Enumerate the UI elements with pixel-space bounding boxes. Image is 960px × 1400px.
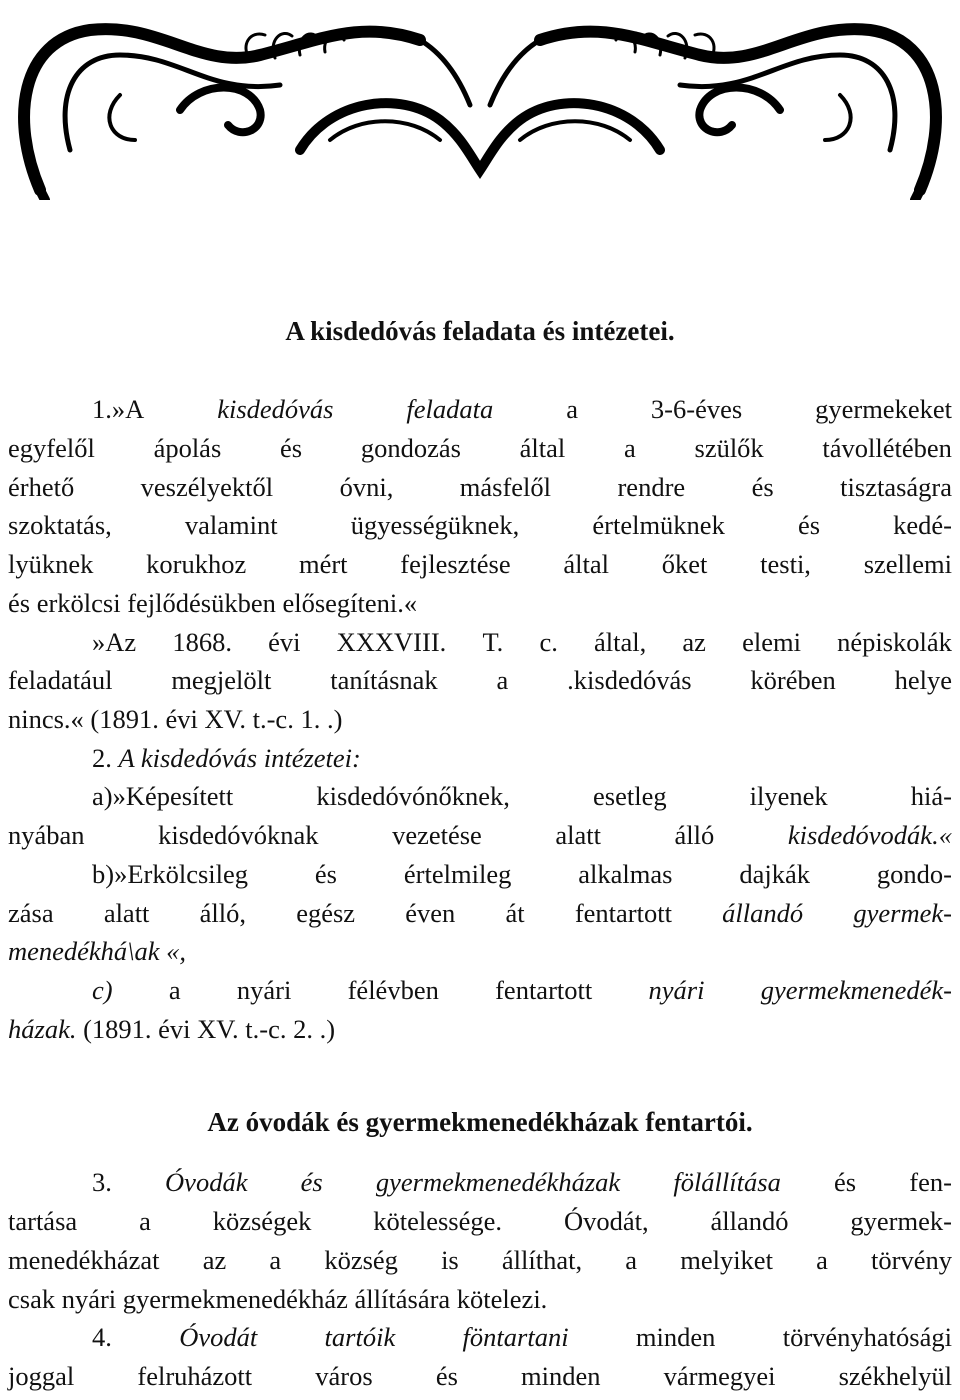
p1-word: ápolás <box>153 433 222 463</box>
p2-word: feladatául <box>8 665 113 695</box>
p1-word: szoktatás, <box>8 510 112 540</box>
ornament-header <box>0 0 960 200</box>
p1-word: érhető <box>8 472 75 502</box>
p3b-word: és <box>314 859 337 889</box>
p4-word: a <box>139 1206 151 1236</box>
p4-word: a <box>816 1245 828 1275</box>
p5-word: joggal <box>8 1361 75 1391</box>
p4-word: kötelessége. <box>373 1206 503 1236</box>
p1-line-4 <box>8 510 952 549</box>
p2-word: az <box>682 627 706 657</box>
p3a-word: esetleg <box>593 781 667 811</box>
p4-word: és <box>834 1167 857 1197</box>
p2-line-1 <box>92 627 952 666</box>
p2-line-3 <box>8 704 952 743</box>
p5-word: minden <box>635 1322 716 1352</box>
p2-word: nincs.« (1891. évi XV. t.-c. 1. .) <box>8 704 343 734</box>
p5-line-1 <box>92 1322 952 1361</box>
p1-word: feladata <box>406 394 494 424</box>
p1-word: szülők <box>694 433 764 463</box>
p5-word: minden <box>521 1361 601 1391</box>
p5-word: és <box>435 1361 458 1391</box>
p3a-word: hiá- <box>910 781 952 811</box>
p5-word: felruházott <box>137 1361 253 1391</box>
p1-word: gondozás <box>360 433 461 463</box>
p2-word: tanításnak <box>330 665 438 695</box>
p3a-word: ilyenek <box>749 781 828 811</box>
p3b-line-2 <box>8 898 952 937</box>
p1-word: értelmüknek <box>592 510 725 540</box>
p3-number: 2. <box>92 743 112 773</box>
p3b-word: gyermek- <box>853 898 952 928</box>
p3b-word: alatt <box>103 898 150 928</box>
p3c-line-2 <box>8 1014 952 1053</box>
p4-word: 3. <box>92 1167 112 1197</box>
p3a-line-2 <box>8 820 952 859</box>
p3a-word: kisdedóvóknak <box>158 820 319 850</box>
p3a-word: kisdedóvodák.« <box>787 820 952 850</box>
p3b-word: zása <box>8 898 54 928</box>
p2-word: népiskolák <box>837 627 952 657</box>
p5-word: 4. <box>92 1322 112 1352</box>
p1-word: korukhoz <box>146 549 247 579</box>
p4-word: törvény <box>871 1245 952 1275</box>
p4-word: is <box>441 1245 459 1275</box>
p5-word: székhelyül <box>838 1361 952 1391</box>
p4-word: állandó <box>710 1206 789 1236</box>
p2-word: évi <box>268 627 301 657</box>
p1-word: 3-6-éves <box>650 394 743 424</box>
p3-heading <box>92 743 952 782</box>
p3a-word: a)»Képesített <box>92 781 234 811</box>
p2-word: c. <box>539 627 558 657</box>
p2-word: 1868. <box>172 627 232 657</box>
p1-word: által <box>563 549 610 579</box>
p3c-italic-part: házak. <box>8 1014 77 1044</box>
p2-word: XXXVIII. <box>336 627 447 657</box>
p5-word: vármegyei <box>663 1361 776 1391</box>
p4-word: Óvodát, <box>563 1206 649 1236</box>
p1-word: fejlesztése <box>400 549 511 579</box>
p4-word: a <box>625 1245 638 1275</box>
p3b-line-3 <box>8 936 952 975</box>
p4-word: Óvodák <box>165 1167 248 1197</box>
p1-word: egyfelől <box>8 433 95 463</box>
p4-word: csak nyári gyermekmenedékház állítására kötelezi. <box>8 1284 548 1314</box>
p3b-word: b)»Erkölcsileg <box>92 859 249 889</box>
p1-word: gyermekeket <box>815 394 952 424</box>
p1-word: a <box>566 394 578 424</box>
p3b-line-1 <box>92 859 952 898</box>
p5-line-2 <box>8 1361 952 1400</box>
p1-word: rendre <box>617 472 686 502</box>
p4-word: menedékházat <box>8 1245 160 1275</box>
p1-word: és <box>280 433 303 463</box>
p1-word: és <box>751 472 774 502</box>
section-title-2: Az óvodák és gyermekmenedékházak fentartói. <box>207 1107 753 1137</box>
p1-word: lyüknek <box>8 549 94 579</box>
p3a-line-1 <box>92 781 952 820</box>
p4-line-4 <box>8 1284 952 1323</box>
section-title-1: A kisdedóvás feladata és intézetei. <box>285 316 675 346</box>
p3b-word: dajkák <box>739 859 810 889</box>
p2-word: által, <box>594 627 647 657</box>
p2-word: .kisdedóvás <box>567 665 692 695</box>
p2-word: T. <box>482 627 504 657</box>
p1-word: által <box>519 433 566 463</box>
p1-line-2 <box>8 433 952 472</box>
p1-word: óvni, <box>339 472 394 502</box>
p3c-word: nyári <box>236 975 292 1005</box>
p4-word: fen- <box>909 1167 952 1197</box>
p4-word: fölállítása <box>673 1167 781 1197</box>
p4-word: és <box>300 1167 323 1197</box>
p2-word: elemi <box>742 627 801 657</box>
p2-word: körében <box>750 665 836 695</box>
p3b-word: menedékhá\ak «, <box>8 936 187 966</box>
p2-word: megjelölt <box>171 665 272 695</box>
p1-word: és <box>797 510 821 540</box>
p1-word: valamint <box>184 510 278 540</box>
p1-word: távollétében <box>822 433 952 463</box>
p1-line-3 <box>8 472 952 511</box>
p5-word: Óvodát <box>179 1322 258 1352</box>
p3c-word: félévben <box>347 975 439 1005</box>
p4-word: gyermekmenedékházak <box>375 1167 621 1197</box>
p1-word: a <box>624 433 636 463</box>
p5-word: tartóik <box>324 1322 396 1352</box>
p3b-word: alkalmas <box>578 859 673 889</box>
p3b-word: értelmileg <box>403 859 512 889</box>
p3b-word: éven <box>405 898 456 928</box>
p2-word: a <box>496 665 509 695</box>
p4-word: állíthat, <box>501 1245 583 1275</box>
p3a-word: nyában <box>8 820 85 850</box>
p3b-word: álló, <box>199 898 247 928</box>
p1-word: 1.»A <box>92 394 145 424</box>
p3c-word: fentartott <box>495 975 593 1005</box>
p3a-word: kisdedóvónőknek, <box>316 781 510 811</box>
p4-word: az <box>202 1245 227 1275</box>
p4-line-3 <box>8 1245 952 1284</box>
p5-word: törvényhatósági <box>782 1322 952 1352</box>
p1-word: őket <box>661 549 708 579</box>
p4-word: a <box>269 1245 282 1275</box>
p1-word: és erkölcsi fejlődésükben elősegíteni.« <box>8 588 418 618</box>
p1-word: mért <box>298 549 348 579</box>
p3-title: A kisdedóvás intézetei: <box>118 743 361 773</box>
p4-word: tartása <box>8 1206 78 1236</box>
p1-word: másfelől <box>459 472 552 502</box>
p1-word: veszélyektől <box>140 472 274 502</box>
p1-word: ügyességüknek, <box>350 510 520 540</box>
p1-word: testi, <box>760 549 811 579</box>
p3a-word: vezetése <box>392 820 482 850</box>
p2-word: helye <box>894 665 952 695</box>
p3a-word: alatt <box>555 820 601 850</box>
p4-line-2 <box>8 1206 952 1245</box>
p3a-word: álló <box>674 820 715 850</box>
p1-line-1 <box>92 394 952 433</box>
p4-word: község <box>324 1245 398 1275</box>
p5-word: föntartani <box>462 1322 569 1352</box>
p1-line-5 <box>8 549 952 588</box>
p3b-word: át <box>505 898 525 928</box>
p1-line-6 <box>8 588 952 627</box>
p3c-word: házak. (1891. évi XV. t.-c. 2. .) <box>8 1014 336 1044</box>
p4-word: melyiket <box>680 1245 773 1275</box>
p5-word: város <box>315 1361 373 1391</box>
p4-word: községek <box>212 1206 312 1236</box>
p3c-word: a <box>168 975 181 1005</box>
p4-word: gyermek- <box>850 1206 952 1236</box>
p1-word: kisdedóvás <box>217 394 334 424</box>
p3c-word: gyermekmenedék- <box>760 975 952 1005</box>
p3b-word: gondo- <box>876 859 952 889</box>
p2-word: »Az <box>92 627 137 657</box>
p3c-word: nyári <box>648 975 705 1005</box>
p1-word: tisztaságra <box>840 472 952 502</box>
p1-word: kedé- <box>893 510 952 540</box>
p4-line-1 <box>92 1167 952 1206</box>
p3c-line-1 <box>92 975 952 1014</box>
p3c-word: c) <box>92 975 113 1005</box>
p3b-word: állandó <box>722 898 804 928</box>
p3b-word: fentartott <box>574 898 672 928</box>
p2-line-2 <box>8 665 952 704</box>
p1-word: szellemi <box>863 549 952 579</box>
p3b-word: egész <box>296 898 356 928</box>
